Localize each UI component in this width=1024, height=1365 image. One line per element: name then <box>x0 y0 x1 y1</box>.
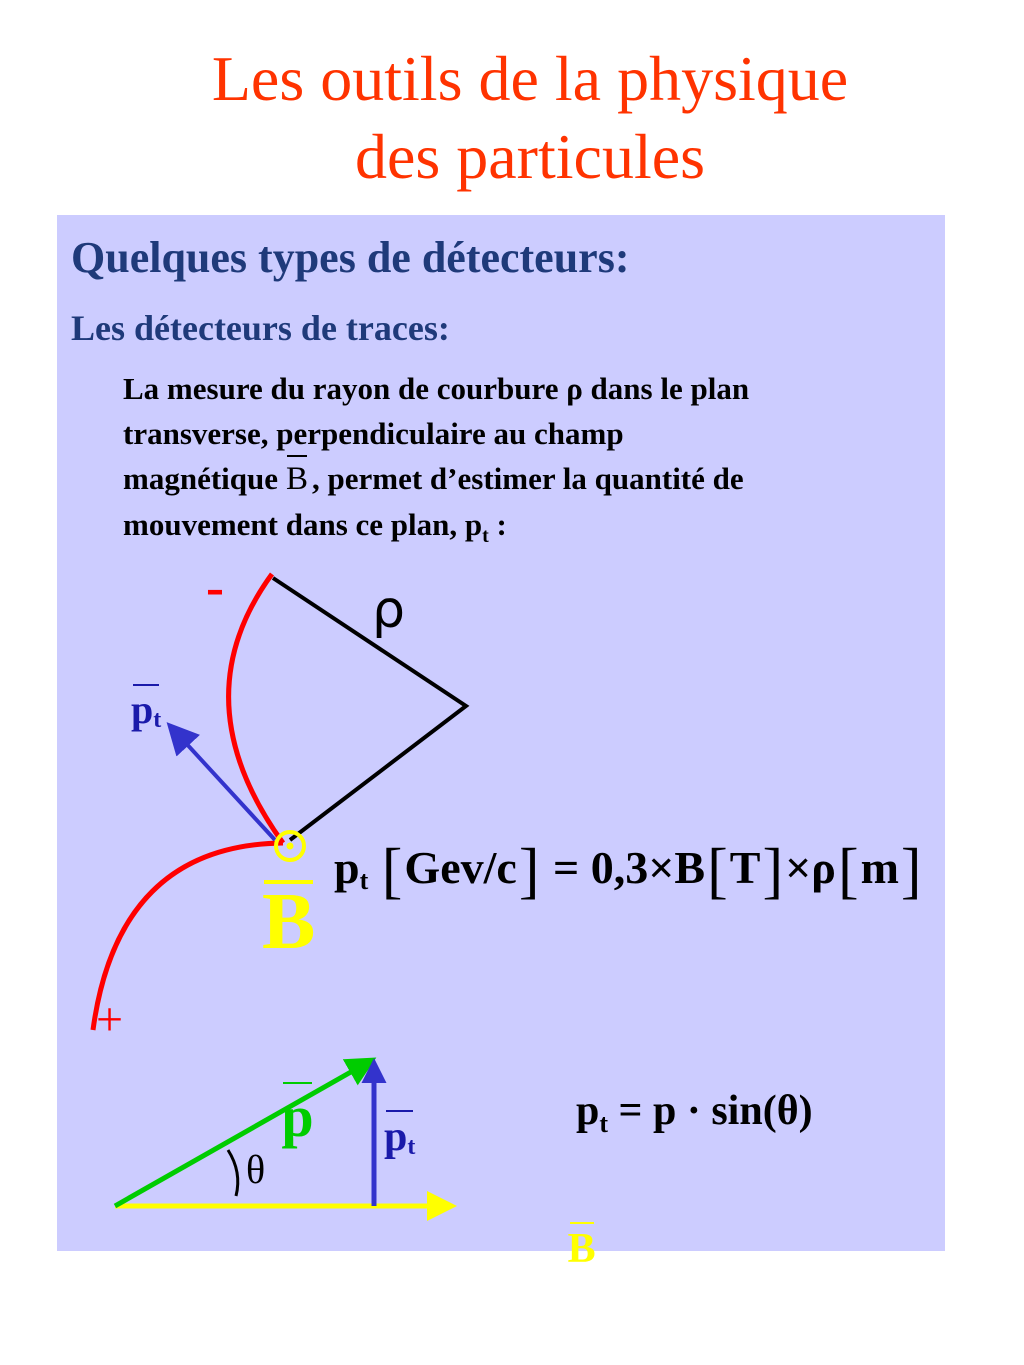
pt-label <box>131 687 162 733</box>
section-subheading: Les détecteurs de traces: <box>71 308 450 348</box>
bracket-open-3: [ <box>837 837 859 905</box>
paragraph-line-2: transverse, perpendiculaire au champ <box>123 416 624 451</box>
formula-times-rho: ×ρ <box>785 842 836 893</box>
radius-lines <box>273 578 466 840</box>
sine-formula <box>576 1090 813 1137</box>
formula-unit-momentum: Gev/c <box>404 842 517 893</box>
momentum-formula <box>334 837 924 905</box>
p-vector-label: p <box>281 1084 314 1149</box>
paragraph-line-3-start: magnétique <box>123 461 278 496</box>
title-line-1: Les outils de la physique <box>211 43 849 114</box>
paragraph-line-4-end: : <box>488 507 507 542</box>
formula-unit-field: T <box>729 842 761 893</box>
formula-coefficient: = 0,3×B <box>552 842 706 893</box>
pt-label-letter: p <box>131 687 154 732</box>
sine-formula-subscript: t <box>599 1109 609 1138</box>
bracket-close-3: ] <box>900 837 922 905</box>
bracket-close-2: ] <box>762 837 784 905</box>
negative-track <box>229 574 283 843</box>
paragraph-line-3-end: , permet d’estimer la quantité de <box>312 461 744 496</box>
formula-p: p <box>334 842 360 893</box>
theta-arc <box>228 1150 238 1196</box>
pt-vector-label-subscript: t <box>407 1134 416 1160</box>
section-heading: Quelques types de détecteurs: <box>71 233 630 282</box>
field-b-label: B <box>262 878 316 966</box>
positive-charge-label: + <box>96 993 124 1046</box>
sine-formula-p: p <box>576 1088 600 1134</box>
bracket-close-1: ] <box>518 837 540 905</box>
formula-p-subscript: t <box>359 866 369 895</box>
field-vector-symbol: B <box>286 457 308 502</box>
rho-label: ρ <box>372 580 406 640</box>
title-line-2: des particules <box>354 121 706 192</box>
theta-label: θ <box>246 1147 266 1192</box>
bracket-open-1: [ <box>381 837 403 905</box>
bracket-open-2: [ <box>707 837 728 905</box>
pt-vector-arrow <box>172 728 275 840</box>
pt-label-vector <box>131 687 162 733</box>
field-b-small-label: B <box>567 1226 596 1272</box>
pt-vector-label-letter: p <box>384 1114 408 1160</box>
paragraph-line-1: La mesure du rayon de courbure ρ dans le plan <box>123 371 750 406</box>
pt-vector-label-vector <box>384 1116 415 1159</box>
pt-vector-label <box>384 1116 415 1159</box>
formula-unit-length: m <box>860 842 899 893</box>
p-vector-arrow <box>115 1060 372 1206</box>
paragraph-line-4-subscript: t <box>482 525 489 548</box>
field-dot <box>287 843 294 850</box>
paragraph-line-4-start: mouvement dans ce plan, p <box>123 507 483 542</box>
negative-charge-label: - <box>206 557 224 617</box>
sine-formula-rest: = p · sin(θ) <box>608 1088 813 1134</box>
pt-label-subscript: t <box>153 707 162 733</box>
